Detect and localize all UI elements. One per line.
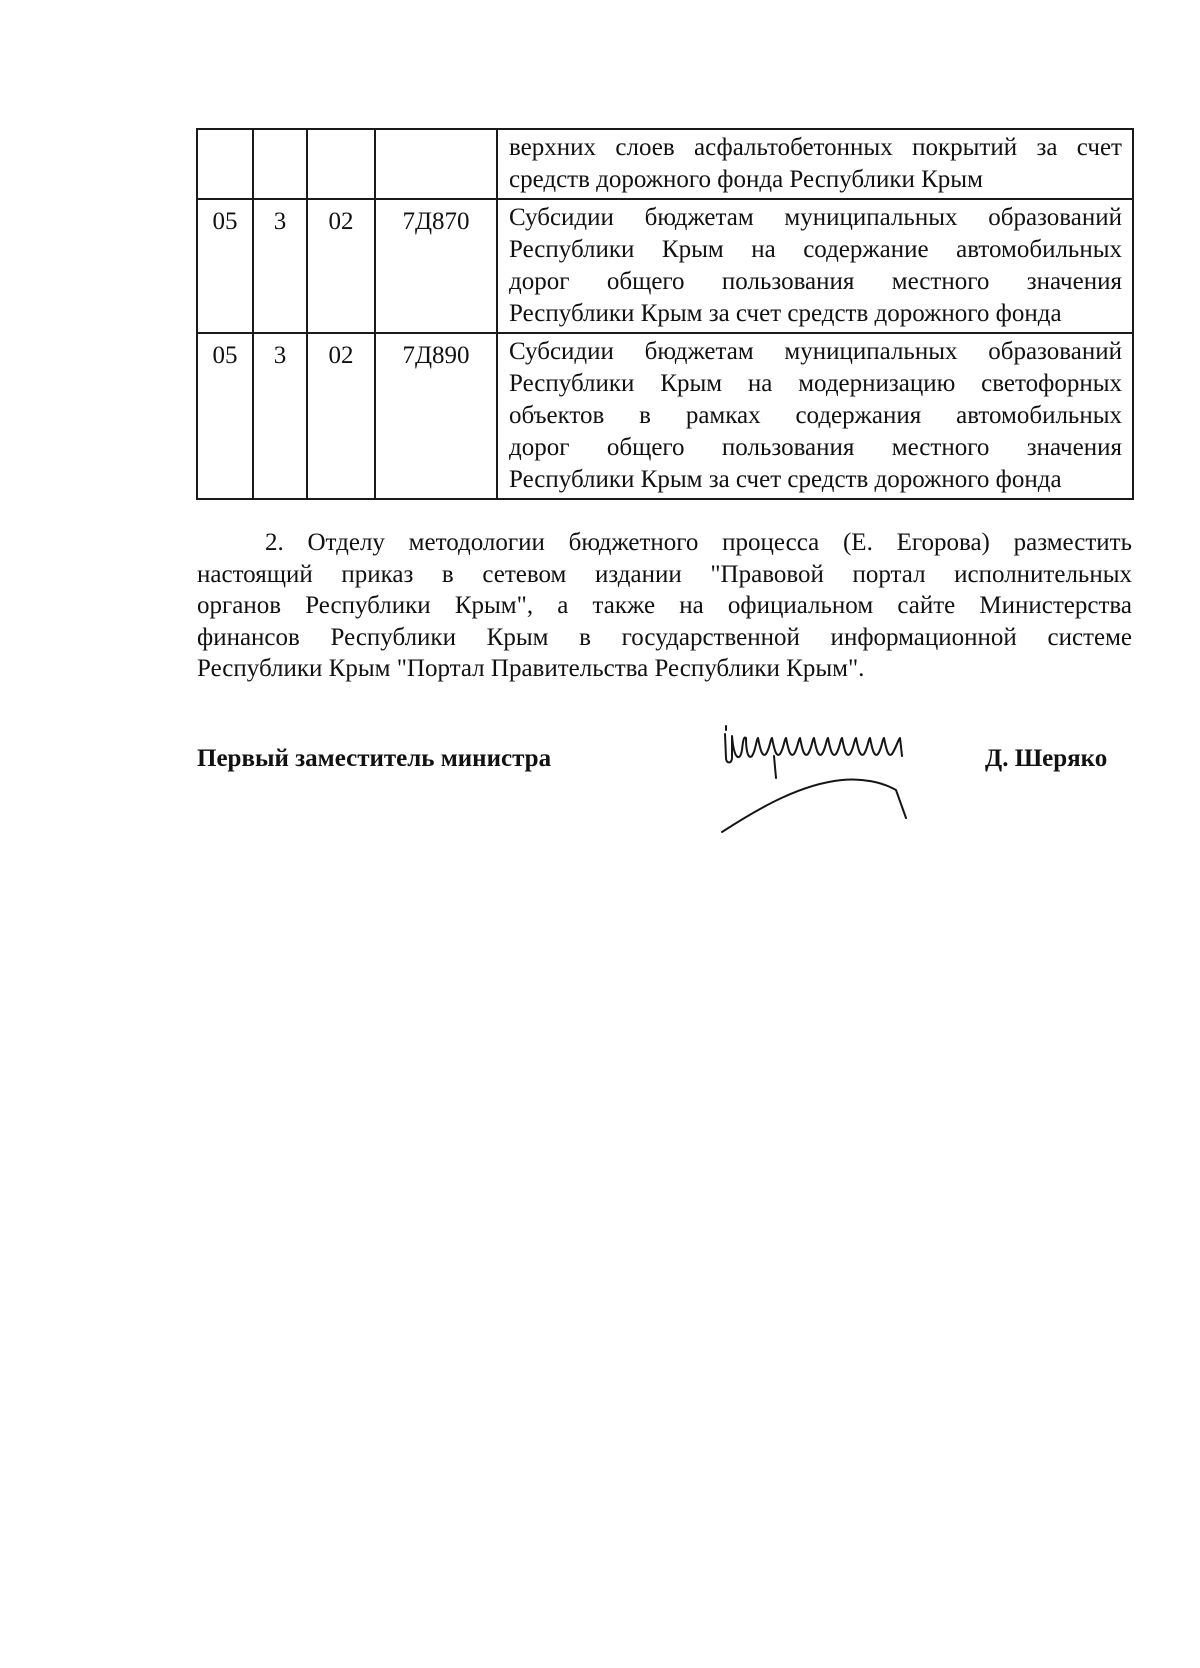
code-cell-3: 02 — [307, 199, 375, 333]
code-cell-1 — [197, 129, 253, 199]
table-row — [197, 333, 1133, 499]
table-row — [197, 129, 1133, 199]
description-line: средств дорожного фонда Республики Крым — [509, 166, 983, 193]
paragraph-line: настоящий приказ в сетевом издании "Правовой портал исполнительных — [197, 560, 1132, 588]
code-cell-4: 7Д890 — [375, 333, 497, 499]
description-cell — [497, 333, 1133, 499]
description-line: Субсидии бюджетам муниципальных образований — [509, 338, 1122, 365]
code-cell-3: 02 — [307, 333, 375, 499]
signatory-name: Д. Шеряко — [985, 745, 1108, 772]
code-cell-1: 05 — [197, 199, 253, 333]
code-cell-4 — [375, 129, 497, 199]
description-line: Республики Крым за счет средств дорожного фонда — [509, 300, 1062, 327]
code-cell-2: 3 — [253, 333, 307, 499]
table-row — [197, 199, 1133, 333]
code-cell-2: 3 — [253, 199, 307, 333]
signatory-title: Первый заместитель министра — [197, 745, 552, 772]
description-cell — [497, 199, 1133, 333]
instruction-paragraph — [197, 527, 1132, 685]
code-cell-1: 05 — [197, 333, 253, 499]
description-line: дорог общего пользования местного значения — [509, 434, 1122, 461]
description-line: верхних слоев асфальтобетонных покрытий за счет — [509, 134, 1122, 161]
code-cell-3 — [307, 129, 375, 199]
paragraph-line: Республики Крым "Портал Правительства Республики Крым". — [197, 655, 865, 682]
description-cell — [497, 129, 1133, 199]
description-line: объектов в рамках содержания автомобильных — [509, 402, 1122, 429]
code-cell-2 — [253, 129, 307, 199]
handwritten-signature — [712, 720, 932, 850]
paragraph-line: финансов Республики Крым в государственной информационной системе — [197, 623, 1132, 651]
budget-codes-table — [196, 128, 1134, 500]
description-line: Субсидии бюджетам муниципальных образований — [509, 204, 1122, 231]
paragraph-line: 2. Отделу методологии бюджетного процесса (Е. Егорова) разместить — [265, 529, 1132, 556]
description-line: Республики Крым за счет средств дорожного фонда — [509, 466, 1062, 493]
description-line: Республики Крым на модернизацию светофорных — [509, 370, 1122, 397]
paragraph-line: органов Республики Крым", а также на официальном сайте Министерства — [197, 592, 1132, 619]
description-line: дорог общего пользования местного значения — [509, 268, 1122, 295]
description-line: Республики Крым на содержание автомобильных — [509, 236, 1122, 263]
code-cell-4: 7Д870 — [375, 199, 497, 333]
